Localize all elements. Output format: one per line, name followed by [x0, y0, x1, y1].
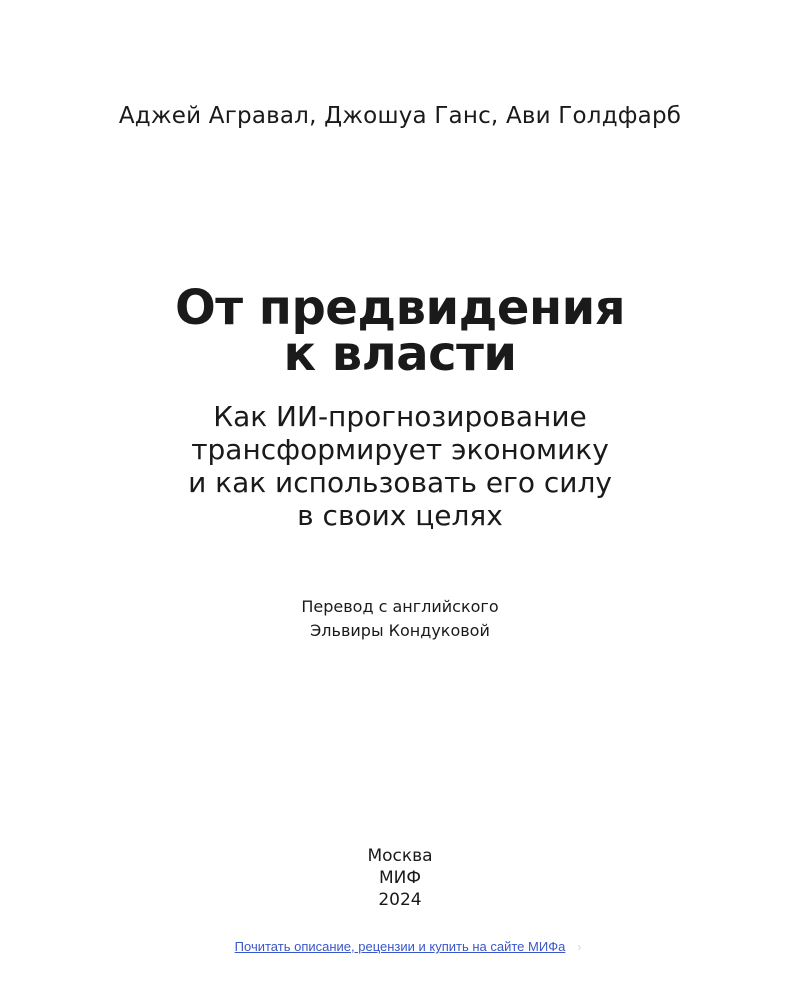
- imprint-year: 2024: [378, 890, 422, 910]
- subtitle-line: Как ИИ-прогнозирование: [213, 400, 587, 433]
- subtitle-line: трансформирует экономику: [191, 433, 609, 466]
- book-title: [0, 280, 800, 382]
- imprint-city: Москва: [367, 846, 433, 866]
- chevron-right-icon: ›: [577, 940, 582, 954]
- title-line: От предвидения: [174, 280, 626, 336]
- imprint-publisher: МИФ: [378, 868, 422, 888]
- translation-credit: [0, 595, 800, 643]
- subtitle-line: и как использовать его силу: [188, 466, 612, 499]
- authors: Аджей Агравал, Джошуа Ганс, Ави Голдфарб: [118, 103, 682, 129]
- publisher-link-text: Почитать описание, рецензии и купить на сайте МИФа: [234, 939, 566, 954]
- book-subtitle: [0, 400, 800, 532]
- title-line: к власти: [283, 326, 517, 382]
- publisher-site-link[interactable]: [221, 937, 580, 957]
- translator-name: Эльвиры Кондуковой: [310, 621, 490, 640]
- publisher-link-container: [0, 936, 800, 957]
- subtitle-line: в своих целях: [297, 499, 503, 532]
- imprint: [0, 845, 800, 911]
- translation-line: Перевод с английского: [301, 597, 499, 616]
